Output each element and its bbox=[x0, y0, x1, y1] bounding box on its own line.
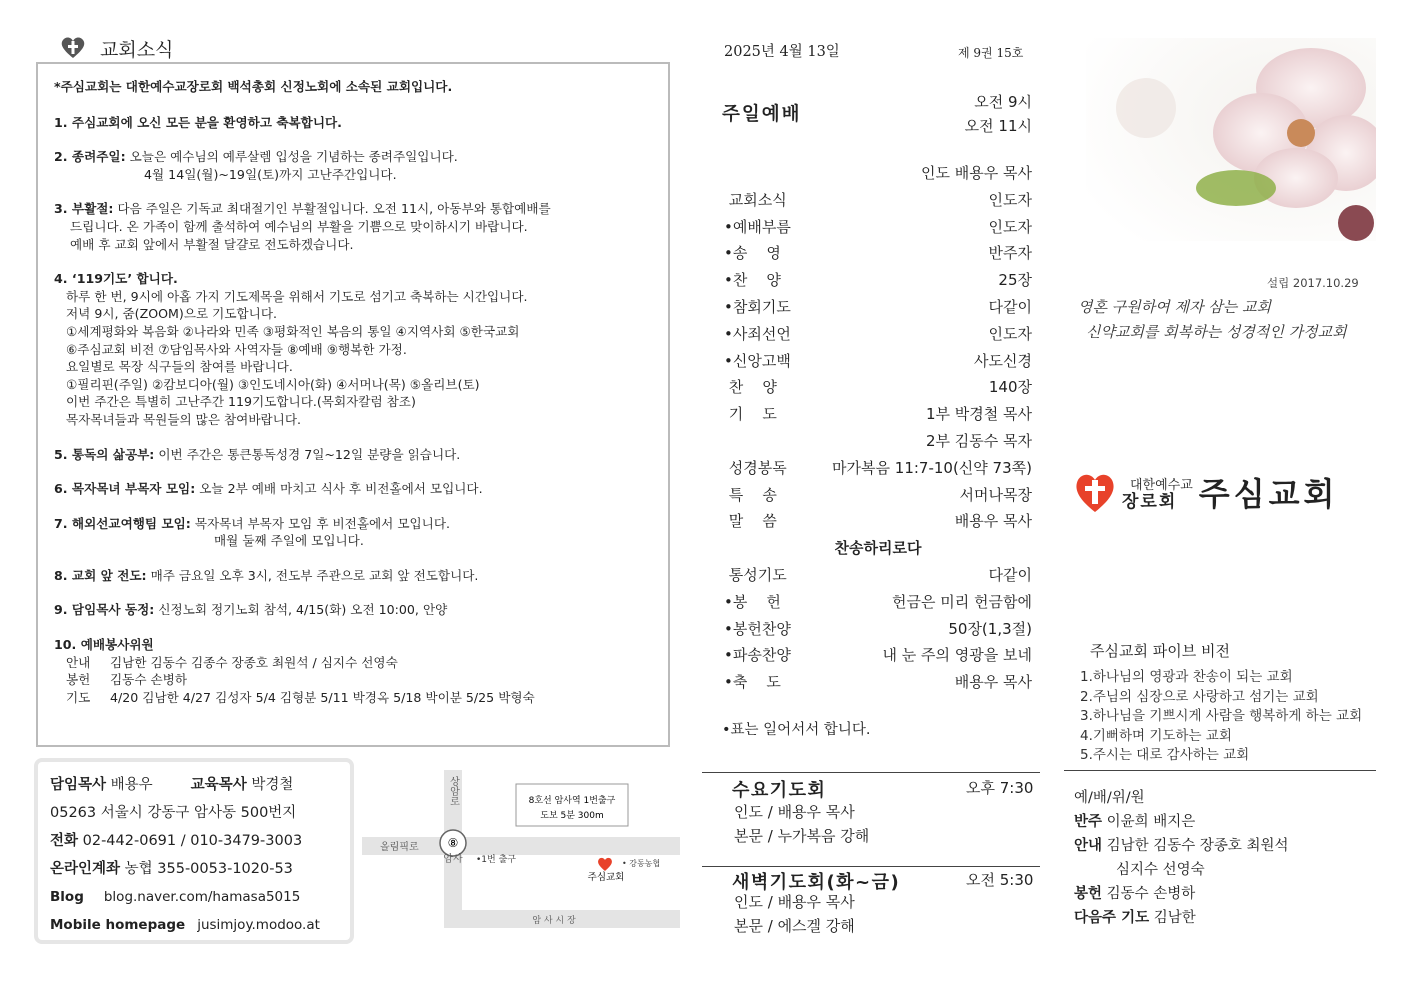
order-item-value: 서머나목장 bbox=[959, 485, 1032, 504]
blossom-photo bbox=[1086, 38, 1376, 241]
vision-item: 4.기뻐하며 기도하는 교회 bbox=[1080, 727, 1232, 744]
order-item-label: •송 영 bbox=[724, 244, 781, 263]
order-hymn-title: 찬송하리로다 bbox=[834, 539, 922, 558]
order-item-value: 마가복음 11:7-10(신약 73쪽) bbox=[832, 458, 1032, 477]
order-row bbox=[724, 482, 1032, 509]
order-item-label: •봉 헌 bbox=[724, 592, 781, 611]
order-item-value: 2부 김동수 목자 bbox=[925, 431, 1032, 450]
committee-title: 예/배/위/원 bbox=[1074, 790, 1145, 806]
map-bank: • 강동농협 bbox=[622, 859, 661, 868]
order-row bbox=[724, 562, 1032, 589]
address-line: 05263 서울시 강동구 암사동 500번지 bbox=[50, 805, 297, 821]
order-row bbox=[724, 374, 1032, 401]
order-item-value: 50장(1,3절) bbox=[948, 619, 1032, 638]
order-item-value: 다같이 bbox=[988, 297, 1032, 316]
order-of-worship bbox=[724, 160, 1032, 696]
news-item-9: 9. 담임목사 동정: 신정노회 정기노회 참석, 4/15(화) 오전 10:00, 안양 bbox=[54, 602, 448, 618]
order-row bbox=[724, 642, 1032, 669]
map-station-number: ⑧ bbox=[447, 836, 459, 850]
logo-church-name: 주심교회 bbox=[1198, 475, 1339, 513]
order-item-label: •찬 양 bbox=[724, 271, 781, 290]
order-item-label: •예배부름 bbox=[724, 217, 791, 236]
order-item-label: •파송찬양 bbox=[724, 646, 791, 665]
order-row bbox=[724, 455, 1032, 482]
order-row bbox=[724, 589, 1032, 616]
order-item-value: 1부 박경철 목사 bbox=[925, 405, 1032, 424]
order-row bbox=[724, 401, 1032, 428]
map-road-bottom: 암 사 시 장 bbox=[532, 916, 576, 926]
order-row bbox=[724, 535, 1032, 562]
order-item-value: 내 눈 주의 영광을 보네 bbox=[882, 646, 1032, 665]
order-item-label: 특 송 bbox=[724, 485, 777, 504]
news-item-6: 6. 목자목녀 부목자 모임: 오늘 2부 예배 마치고 식사 후 비전홀에서 모입니다. bbox=[54, 481, 483, 497]
wednesday-time: 오후 7:30 bbox=[966, 779, 1034, 797]
news-item-8: 8. 교회 앞 전도: 매주 금요일 오후 3시, 전도부 주관으로 교회 앞 전도합니다. bbox=[54, 567, 479, 583]
dawn-title: 새벽기도회(화~금) bbox=[732, 872, 901, 893]
order-row bbox=[724, 508, 1032, 535]
map-road-horizontal: 올림픽로 bbox=[380, 842, 419, 853]
wednesday-body: 인도 / 배용우 목사 본문 / 누가복음 강해 bbox=[734, 803, 870, 845]
map-station: 암사 bbox=[443, 854, 463, 865]
pastor-line: 담임목사 배용우 교육목사 박경철 bbox=[50, 777, 294, 793]
order-row bbox=[724, 348, 1032, 375]
phone-line: 전화 02-442-0691 / 010-3479-3003 bbox=[50, 833, 303, 849]
heart-cross-icon bbox=[60, 36, 86, 60]
news-header bbox=[60, 34, 360, 62]
order-row bbox=[724, 267, 1032, 294]
vision-item: 2.주님의 심장으로 사랑하고 섬기는 교회 bbox=[1080, 688, 1319, 705]
news-box bbox=[36, 62, 670, 747]
map-exit: •1번 출구 bbox=[476, 855, 516, 865]
order-item-label: •봉헌찬양 bbox=[724, 619, 791, 638]
order-item-value: 인도자 bbox=[988, 217, 1032, 236]
order-item-value: 25장 bbox=[998, 271, 1032, 290]
church-logo bbox=[1074, 462, 1374, 522]
order-row bbox=[724, 160, 1032, 187]
vision-list bbox=[1080, 668, 1362, 766]
order-item-value: 반주자 bbox=[988, 244, 1032, 263]
dawn-body: 인도 / 배용우 목사 본문 / 에스겔 강해 bbox=[734, 893, 855, 935]
order-note: •표는 일어서서 합니다. bbox=[722, 722, 871, 738]
volunteer-row: 안내 김남한 김동수 김종수 장종호 최원석 / 심지수 선영숙 bbox=[66, 654, 398, 670]
order-row bbox=[724, 669, 1032, 696]
news-item-7: 7. 해외선교여행팀 모임: 목자목녀 부목자 모임 후 비전홀에서 모입니다. 매월 둘째 주일에 모입니다. bbox=[54, 515, 451, 549]
map-church-icon bbox=[598, 858, 612, 871]
vision-title: 주심교회 파이브 비전 bbox=[1090, 642, 1230, 660]
worship-committee: 예/배/위/원 반주 이윤희 배지은 안내 김남한 김동수 장종호 최원석 심지수 선영숙 봉헌 김동수 손병하 다음주 기도 김남한 bbox=[1074, 786, 1289, 930]
vision-item: 3.하나님을 기쁘시게 사람을 행복하게 하는 교회 bbox=[1080, 708, 1363, 724]
order-item-label: •참회기도 bbox=[724, 297, 791, 316]
order-row bbox=[724, 187, 1032, 214]
news-item-3: 3. 부활절: 다음 주일은 기독교 최대절기인 부활절입니다. 오전 11시, 아동부와 통합예배를 드립니다. 온 가족이 함께 출석하여 예수님의 부활을 기쁨으로 맞이하시기 바랍니다. 예배 후 교회 앞에서 부활절 달걀로 전도하겠습니다. bbox=[54, 201, 551, 252]
map-note-1: 8호선 암사역 1번출구 bbox=[528, 796, 616, 806]
order-row bbox=[724, 321, 1032, 348]
order-item-value: 사도신경 bbox=[974, 351, 1032, 370]
order-row bbox=[724, 214, 1032, 241]
dawn-time: 오전 5:30 bbox=[966, 871, 1034, 889]
volunteer-row: 봉헌 김동수 손병하 bbox=[66, 672, 187, 688]
order-item-label: 찬 양 bbox=[724, 378, 777, 397]
divider bbox=[702, 866, 1040, 867]
mission-statement: 영혼 구원하여 제자 삼는 교회 신약교회를 회복하는 성경적인 가정교회 bbox=[1078, 298, 1347, 341]
news-item-5: 5. 통독의 삶공부: 이번 주간은 통큰통독성경 7일~12일 분량을 읽습니다. bbox=[54, 446, 461, 462]
vision-item: 5.주시는 대로 감사하는 교회 bbox=[1080, 747, 1250, 763]
news-item-2: 2. 종려주일: 오늘은 예수님의 예루살렘 입성을 기념하는 종려주일입니다. 4월 14일(월)~19일(토)까지 고난주간입니다. bbox=[54, 149, 458, 182]
order-item-value: 배용우 목사 bbox=[954, 512, 1032, 531]
news-item-10: 10. 예배봉사위원 안내 김남한 김동수 김종수 장종호 최원석 / 심지수 선영숙 봉헌 김동수 손병하 기도 4/20 김남한 4/27 김성자 5/4 김형분 5/11 박경옥 5/18 박이분 5/25 박형숙 bbox=[54, 636, 652, 706]
order-item-value: 인도 배용우 목사 bbox=[921, 164, 1032, 182]
order-item-label: •축 도 bbox=[724, 673, 781, 692]
order-item-label: 말 씀 bbox=[724, 512, 777, 531]
order-item-value: 배용우 목사 bbox=[954, 673, 1032, 692]
wednesday-title: 수요기도회 bbox=[732, 780, 827, 801]
news-intro: *주심교회는 대한예수교장로회 백석총회 신정노회에 소속된 교회입니다. bbox=[54, 79, 453, 94]
blog-line[interactable]: Blog blog.naver.com/hamasa5015 bbox=[50, 889, 301, 905]
account-line: 온라인계좌 농협 355-0053-1020-53 bbox=[50, 861, 293, 877]
map-church: 주심교회 bbox=[587, 872, 625, 883]
order-item-value: 인도자 bbox=[988, 324, 1032, 343]
order-item-label: •사죄선언 bbox=[724, 324, 791, 343]
map-note-2: 도보 5분 300m bbox=[540, 811, 604, 821]
vision-item: 1.하나님의 영광과 찬송이 되는 교회 bbox=[1080, 669, 1293, 685]
divider bbox=[702, 772, 1040, 773]
order-item-value: 인도자 bbox=[988, 190, 1032, 209]
contact-info-box bbox=[34, 758, 354, 944]
volunteer-row: 기도 4/20 김남한 4/27 김성자 5/4 김형분 5/11 박경옥 5/18 박이분 5/25 박형숙 bbox=[66, 689, 535, 705]
order-item-label: 통성기도 bbox=[724, 565, 787, 584]
map-road-vertical: 상암로 bbox=[447, 776, 459, 806]
order-row bbox=[724, 294, 1032, 321]
logo-denomination: 대한예수교 bbox=[1130, 478, 1193, 493]
order-item-label: 교회소식 bbox=[724, 190, 787, 209]
news-item-1: 1. 주심교회에 오신 모든 분을 환영하고 축복합니다. bbox=[54, 114, 342, 130]
logo-presbyterian: 장로회 bbox=[1122, 492, 1178, 512]
news-item-4: 4. ‘119기도’ 합니다. 하루 한 번, 9시에 아홉 가지 기도제목을 위해서 기도로 섬기고 축복하는 시간입니다. 저녁 9시, 줌(ZOOM)으로 기도합니다. ①세계평화와 복음화 ②나라와 민족 ③평화적인 복음의 통일 ④지역사회 ⑤한국교회 ⑥주심교회 비전 ⑦담임목사와 사역자들 ⑧예배 ⑨행복한 가정. 요일별로 목장 식구들의 참여를 바랍니다. ①필리핀(주일) ②캄보디아(월) ③인도네시아(화) ④서머나(목) ⑤올리브(토) 이번 주간은 특별히 고난주간 119기도합니다.(목회자칼럼 참조) 목자목녀들과 목원들의 많은 참여바랍니다. bbox=[54, 271, 528, 427]
divider bbox=[1064, 770, 1376, 771]
order-row bbox=[724, 428, 1032, 455]
bulletin-issue: 제 9권 15호 bbox=[958, 46, 1024, 60]
order-item-value: 다같이 bbox=[988, 565, 1032, 584]
order-item-label: 기 도 bbox=[724, 405, 777, 424]
location-map bbox=[358, 770, 684, 940]
mobile-line[interactable]: Mobile homepage jusimjoy.modoo.at bbox=[50, 917, 320, 933]
order-item-label: 성경봉독 bbox=[724, 458, 787, 477]
news-title: 교회소식 bbox=[100, 38, 174, 61]
order-row bbox=[724, 616, 1032, 643]
bulletin-date: 2025년 4월 13일 bbox=[724, 44, 840, 60]
order-row bbox=[724, 240, 1032, 267]
heart-cross-icon bbox=[1074, 470, 1116, 514]
order-item-label: •신앙고백 bbox=[724, 351, 791, 370]
order-item-value: 헌금은 미리 헌금함에 bbox=[892, 592, 1032, 611]
worship-times: 오전 9시 오전 11시 bbox=[964, 93, 1032, 135]
order-item-value: 140장 bbox=[988, 378, 1032, 397]
sunday-worship-title: 주일예배 bbox=[722, 104, 802, 125]
established-date: 설립 2017.10.29 bbox=[1267, 276, 1359, 290]
